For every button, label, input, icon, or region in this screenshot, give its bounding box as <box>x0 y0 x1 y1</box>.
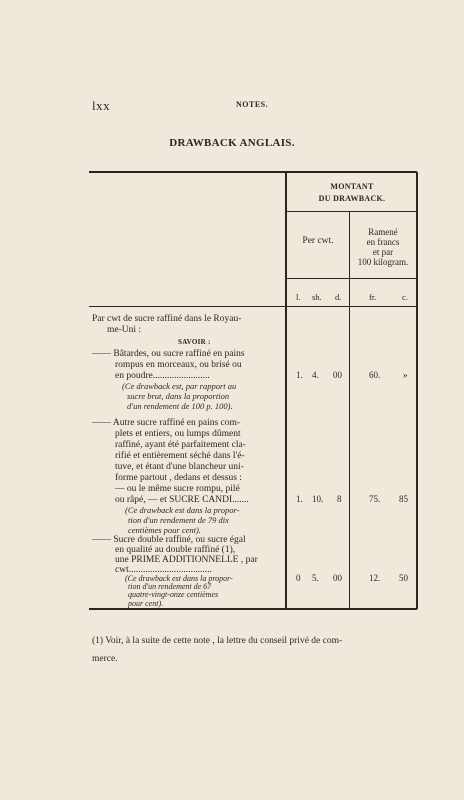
montant-under-rule <box>287 211 416 212</box>
row-text-line: —— Autre sucre raffiné en pains com- <box>92 418 241 428</box>
value-l: 1. <box>296 370 303 380</box>
unit-fr: fr. <box>369 292 377 302</box>
montant-header-line: DU DRAWBACK. <box>318 194 386 203</box>
table-top-rule <box>89 171 417 173</box>
montant-header-line: MONTANT <box>330 182 374 191</box>
row-note-line: tion d'un rendement de 79 dix <box>128 515 229 525</box>
row-note-line: (Ce drawback est dans la propor- <box>125 505 240 515</box>
row-text-line: ou râpé, — et SUCRE CANDI....... <box>115 495 249 505</box>
intro-line: me-Uni : <box>107 325 142 335</box>
page-title: DRAWBACK ANGLAIS. <box>169 137 295 149</box>
page-number: lxx <box>92 98 111 113</box>
unit-l: l. <box>296 292 301 302</box>
montant-header <box>287 181 417 205</box>
unit-sh: sh. <box>312 292 322 302</box>
row-text-line: forme partout , dedans et dessus : <box>115 473 242 483</box>
row-note-line: centièmes pour cent). <box>128 525 201 535</box>
value-fr: 60. <box>369 370 381 380</box>
per-cwt-header: Per cwt. <box>302 236 334 246</box>
value-sh: 4. <box>312 370 319 380</box>
value-d: 00 <box>333 370 342 380</box>
units-bottom-rule <box>89 306 417 307</box>
table-bottom-rule <box>89 608 417 610</box>
row-text-line: — ou le même sucre rompu, pilé <box>115 484 240 494</box>
value-d: 00 <box>333 573 342 583</box>
row-text-line: plets et entiers, ou lumps dûment <box>115 429 241 439</box>
row-text-line: cwt................................... <box>115 565 212 575</box>
row-text-line: rompus en morceaux, ou brisé ou <box>115 360 242 370</box>
row-text-line: une PRIME ADDITIONNELLE , par <box>115 555 258 565</box>
row-note-line: tion d'un rendement de 67 <box>128 582 212 592</box>
row-text-line: rifié et entièrement séché dans l'é- <box>115 451 245 461</box>
value-d: 8 <box>337 494 342 504</box>
unit-c: c. <box>402 292 408 302</box>
value-fr: 12. <box>369 573 381 583</box>
row-text-line: —— Bâtardes, ou sucre raffiné en pains <box>92 349 245 359</box>
row-text-line: —— Sucre double raffiné, ou sucre égal <box>92 535 246 545</box>
row-note-line: d'un rendement de 100 p. 100). <box>127 401 233 411</box>
value-sh: 10. <box>312 494 324 504</box>
ramene-header-line: Ramené <box>368 227 398 237</box>
ramene-header-line: 100 kilogram. <box>357 257 409 267</box>
footnote <box>92 632 342 668</box>
row-note-line: sucre brut, dans la proportion <box>127 391 230 401</box>
value-c: 50 <box>399 573 408 583</box>
value-l: 1. <box>296 494 303 504</box>
value-l: 0 <box>296 573 301 583</box>
ramene-header <box>349 227 417 267</box>
value-c: » <box>403 370 408 380</box>
footnote-line: merce. <box>92 654 118 664</box>
ramene-header-line: et par <box>372 247 394 257</box>
row-note-line: (Ce drawback est dans la propor- <box>125 574 233 583</box>
running-head: NOTES. <box>236 100 269 109</box>
footnote-line: (1) Voir, à la suite de cette note , la lettre du conseil privé de com- <box>92 636 343 646</box>
row-note-line: pour cent). <box>128 598 164 608</box>
ramene-header-line: en francs <box>366 237 400 247</box>
row-text-line: en qualité au double raffiné (1), <box>115 545 236 555</box>
value-sh: 5. <box>312 573 319 583</box>
row-text-line: raffiné, ayant été parfaitement cla- <box>115 440 246 450</box>
savoir-label: SAVOIR : <box>178 338 211 346</box>
table-divider-fr <box>349 212 350 609</box>
header-bottom-rule <box>287 278 416 279</box>
value-fr: 75. <box>369 494 381 504</box>
unit-d: d. <box>335 292 342 302</box>
row-text-line: tuve, et étant d'une blancheur uni- <box>115 462 244 472</box>
row-text-line: en poudre........................ <box>115 371 210 381</box>
row-note-line: (Ce drawback est, par rapport au <box>122 381 237 391</box>
row-note-line: quatre-vingt-onze centièmes <box>128 590 219 600</box>
intro-line: Par cwt de sucre raffiné dans le Royau- <box>92 314 242 324</box>
value-c: 85 <box>399 494 408 504</box>
